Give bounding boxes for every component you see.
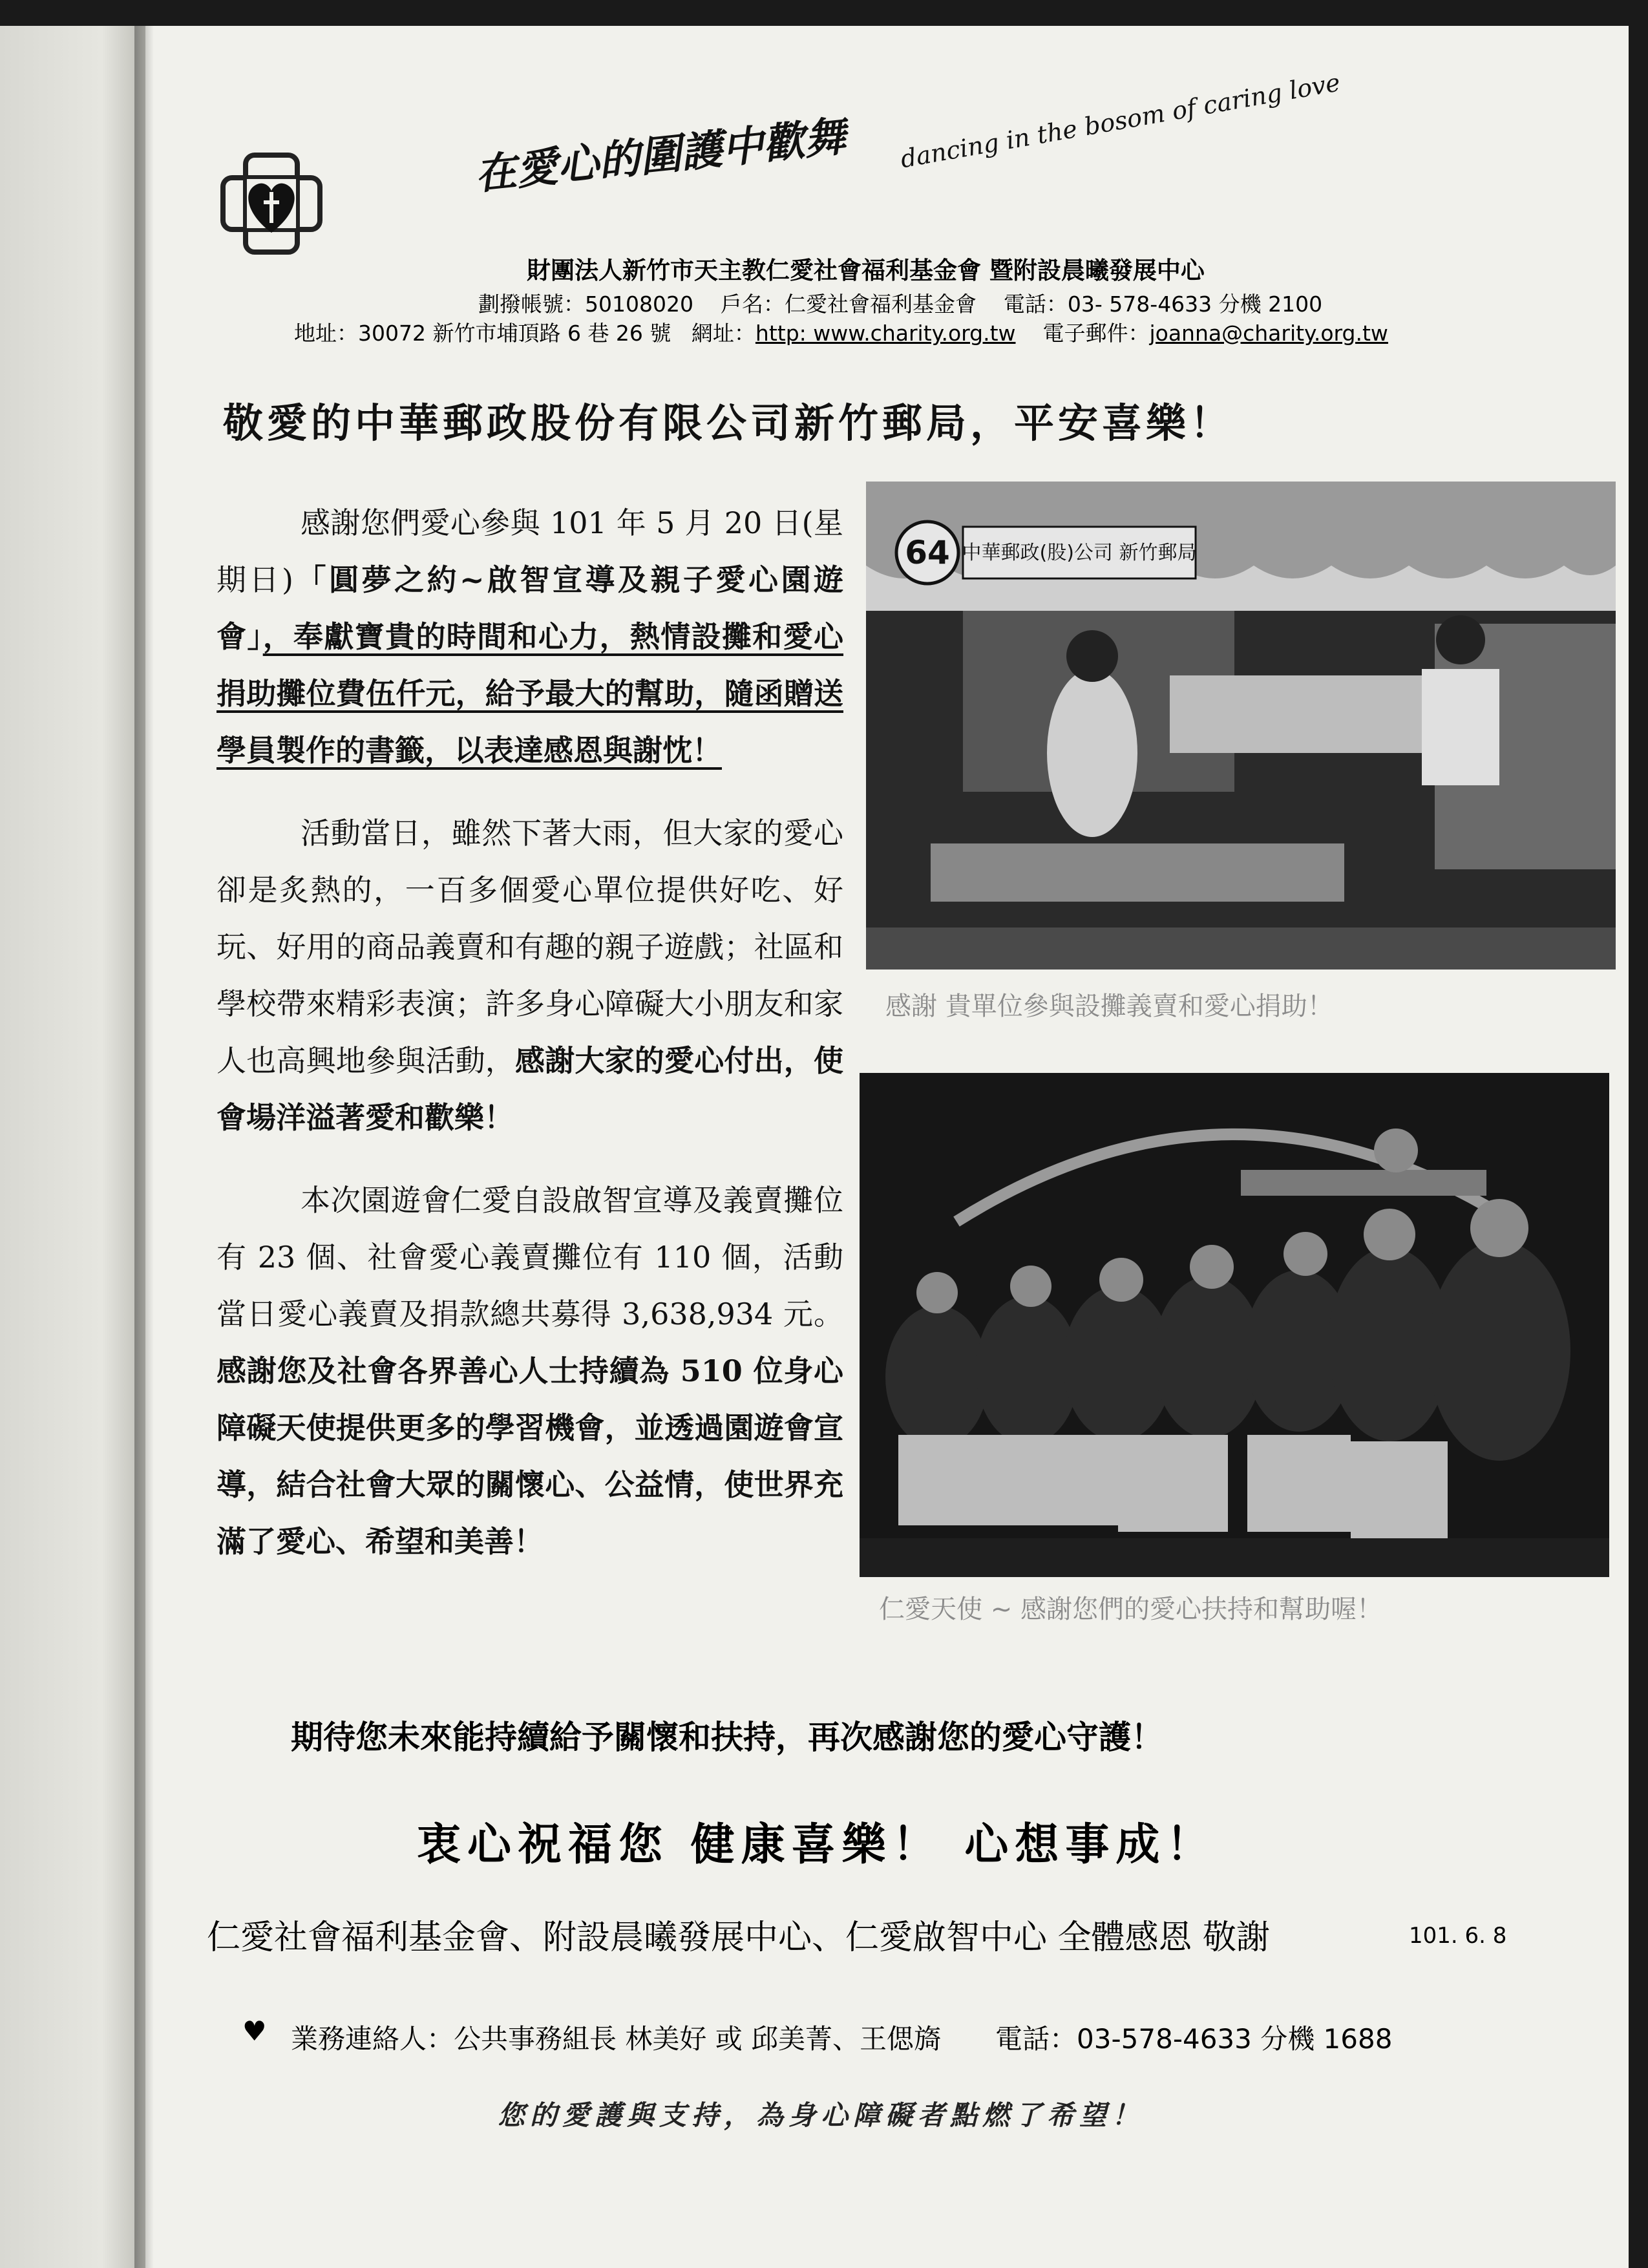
address-line [294, 317, 1388, 347]
masthead-title: 在愛心的圍護中歡舞 [472, 112, 849, 200]
organization-name: 財團法人新竹市天主教仁愛社會福利基金會 暨附設晨曦發展中心 [527, 257, 1205, 284]
paragraph-event-day-text: 活動當日，雖然下著大雨，但大家的愛心卻是炙熱的，一百多個愛心單位提供好吃、好玩、好用的商品義賣和有趣的親子遊戲；社區和學校帶來精彩表演；許多身心障礙大小朋友和家人也高興地參與活動， [217, 816, 843, 1078]
email-label: 電子郵件： [1042, 321, 1150, 346]
paragraph-results-thanks: 感謝您及社會各界善心人士持續為 510 位身心障礙天使提供更多的學習機會，並透過園遊會宣導，結合社會大眾的關懷心、公益情，使世界充滿了愛心、希望和美善！ [217, 1353, 843, 1559]
paragraph-results-text: 本次園遊會仁愛自設啟智宣導及義賣攤位有 23 個、社會愛心義賣攤位有 110 個，活動當日愛心義賣及捐款總共募得 3,638,934 元。 [217, 1183, 843, 1331]
paragraph-thanks [217, 494, 843, 779]
account-line [478, 288, 1322, 318]
email-link[interactable]: joanna@charity.org.tw [1149, 321, 1388, 346]
blessing-line: 衷心祝福您 健康喜樂！ 心想事成！ [417, 1819, 1217, 1871]
paragraph-thanks-details: ，奉獻寶貴的時間和心力，熱情設攤和愛心捐助攤位費伍仟元，給予最大的幫助，隨函贈送學員製作的書籤，以表達感恩與謝忱！ [217, 619, 844, 768]
website-label: 網址： [691, 321, 755, 346]
letter-date: 101. 6. 8 [1409, 1923, 1507, 1949]
foundation-logo-icon [220, 152, 323, 255]
group-photo [860, 1073, 1609, 1577]
paragraph-thanks-intro: 感謝您們愛心參與 101 年 5 月 20 日(星期日) [217, 505, 843, 597]
body-column [217, 494, 843, 1589]
heart-icon: ♥ [242, 2015, 267, 2047]
booth-sign-number: 64 [905, 534, 950, 571]
footer-slogan: 您的愛護與支持，為身心障礙者點燃了希望！ [498, 2099, 1145, 2131]
booth-sign-text: 中華郵政(股)公司 新竹郵局 [962, 542, 1197, 564]
account-number: 劃撥帳號：50108020 [478, 291, 693, 317]
group-photo-caption: 仁愛天使 ~ 感謝您們的愛心扶持和幫助喔！ [879, 1595, 1382, 1624]
contact-line: 業務連絡人：公共事務組長 林美好 或 邱美菁、王偲旖 電話：03-578-4633 分機 1688 [291, 2023, 1393, 2055]
closing-line: 期待您未來能持續給予關懷和扶持，再次感謝您的愛心守護！ [291, 1718, 1163, 1756]
booth-photo [866, 482, 1616, 970]
left-page-edge [0, 26, 145, 2268]
phone-number: 電話：03- 578-4633 分機 2100 [1003, 291, 1323, 317]
book-gutter [134, 26, 154, 2268]
account-name: 戶名：仁愛社會福利基金會 [720, 291, 977, 317]
signature-line: 仁愛社會福利基金會、附設晨曦發展中心、仁愛啟智中心 全體感恩 敬謝 [207, 1918, 1271, 1957]
website-link[interactable]: http: www.charity.org.tw [755, 321, 1016, 346]
address: 地址：30072 新竹市埔頂路 6 巷 26 號 [294, 321, 671, 346]
booth-photo-caption: 感謝 貴單位參與設攤義賣和愛心捐助！ [885, 991, 1333, 1021]
greeting-heading: 敬愛的中華郵政股份有限公司新竹郵局，平安喜樂！ [223, 399, 1234, 447]
paragraph-results [217, 1172, 843, 1570]
masthead-subtitle: dancing in the bosom of caring love [898, 68, 1342, 174]
paragraph-event-day-thanks: 感謝大家的愛心付出，使會場洋溢著愛和歡樂！ [217, 1043, 844, 1135]
paragraph-event-day [217, 805, 843, 1146]
event-name: 「圓夢之約~啟智宣導及親子愛心園遊會」 [217, 562, 843, 654]
